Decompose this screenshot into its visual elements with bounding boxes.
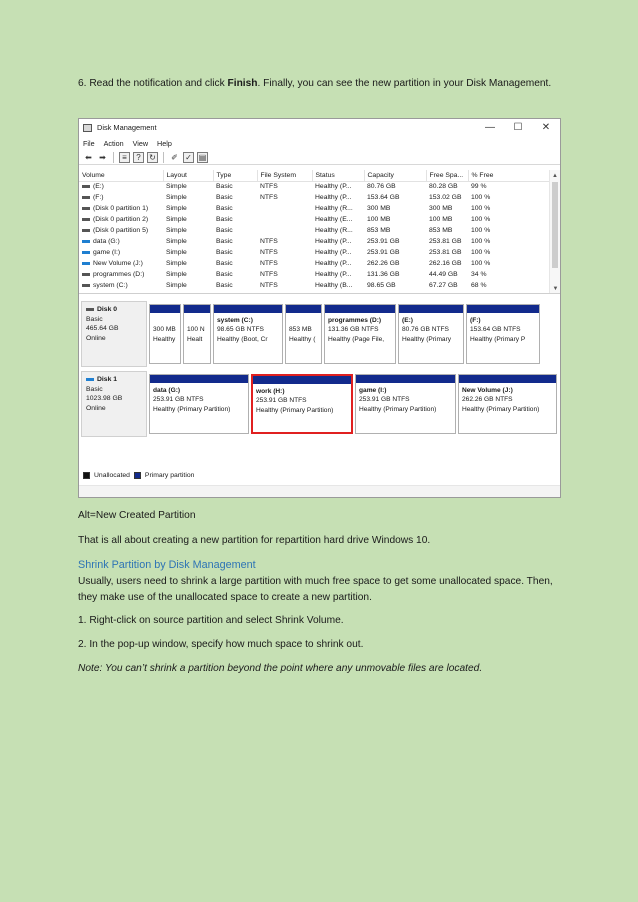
volume-icon (82, 284, 90, 287)
disk-1-type: Basic (86, 385, 103, 393)
section-heading: Shrink Partition by Disk Management (78, 559, 256, 571)
partition-size: 253.91 GB NTFS (256, 397, 307, 405)
volume-cell (79, 280, 163, 291)
volume-cell (79, 225, 163, 236)
checklist-icon[interactable]: ✓ (183, 152, 194, 163)
volume-cell: Simple (166, 271, 187, 278)
minimize-button[interactable]: — (485, 122, 495, 133)
volume-cell: 153.64 GB (367, 194, 400, 201)
partition-size: 80.76 GB NTFS (402, 326, 449, 334)
scroll-down-icon[interactable]: ▼ (552, 285, 559, 292)
legend-unallocated: Unallocated (94, 472, 130, 479)
volume-cell (79, 181, 163, 192)
disk-0-size: 465.64 GB (86, 325, 119, 332)
properties-icon[interactable]: ≡ (119, 152, 130, 163)
disk-1-size: 1023.98 GB (86, 395, 123, 402)
volume-icon (82, 240, 90, 243)
volume-cell: Healthy (P... (315, 238, 352, 245)
volume-cell: Basic (216, 260, 233, 267)
volume-cell: 262.16 GB (429, 260, 462, 267)
partition-details (150, 313, 180, 344)
partition-type-bar (150, 375, 248, 383)
volume-cell: 100 MB (367, 216, 391, 223)
volume-row[interactable] (79, 214, 549, 225)
partition-status: Healthy (153, 335, 176, 343)
column-header-type[interactable]: Type (213, 170, 257, 181)
volume-cell: 131.36 GB (367, 271, 400, 278)
volume-cell (257, 225, 312, 236)
volume-cell: Basic (216, 282, 233, 289)
partition-status: Healthy ( (289, 335, 316, 343)
partition-type-bar (356, 375, 455, 383)
legend-primary: Primary partition (144, 472, 195, 479)
volume-row[interactable] (79, 269, 549, 280)
partition-details (356, 383, 455, 414)
volume-cell: Basic (216, 183, 233, 191)
volume-cell: Basic (216, 227, 233, 234)
volume-name: (F:) (93, 194, 104, 201)
volume-cell: 100 % (471, 249, 491, 256)
volume-cell: Healthy (P... (315, 183, 352, 191)
volume-icon (82, 185, 90, 188)
partition-name: (E:) (402, 317, 413, 324)
disk-1-name: Disk 1 (97, 376, 118, 383)
status-bar (79, 485, 560, 497)
volume-cell: Simple (166, 183, 187, 191)
window-controls (476, 119, 560, 136)
scroll-up-icon[interactable]: ▲ (552, 172, 558, 179)
volume-cell: 100 MB (429, 216, 453, 223)
volume-cell: NTFS (260, 260, 278, 267)
volume-cell (79, 269, 163, 280)
window-title: Disk Management (97, 123, 157, 132)
volume-cell: 100 % (471, 216, 491, 223)
volume-icon (82, 207, 90, 210)
intro-paragraph (78, 76, 568, 92)
volume-row[interactable] (79, 225, 549, 236)
partition-details (184, 313, 210, 344)
disk0-partition[interactable] (149, 304, 181, 364)
volume-cell: 262.26 GB (367, 260, 400, 267)
volume-cell: Basic (216, 249, 233, 256)
volume-cell (79, 214, 163, 225)
volume-cell (79, 192, 163, 203)
volume-cell: 80.28 GB (429, 183, 458, 191)
disk0-partition[interactable] (213, 304, 283, 364)
volume-icon (82, 273, 90, 276)
volume-icon (82, 251, 90, 254)
toolbar (79, 150, 560, 165)
volume-name: (E:) (93, 183, 104, 191)
volume-name: (Disk 0 partition 2) (93, 216, 149, 223)
partition-name (187, 316, 207, 325)
volume-cell: Basic (216, 238, 233, 245)
disk-icon (86, 378, 94, 381)
step-1: 1. Right-click on source partition and select Shrink Volume. (78, 615, 344, 626)
volume-cell: NTFS (260, 282, 278, 289)
toolbar-separator (163, 152, 164, 163)
volume-cell: 100 % (471, 205, 491, 212)
volume-cell: 100 % (471, 227, 491, 234)
volume-name: game (I:) (93, 249, 121, 256)
disk-1-status: Online (86, 404, 106, 412)
disk-graphical-view (79, 297, 560, 467)
volume-icon (82, 218, 90, 221)
disk-1-label[interactable] (81, 371, 147, 437)
partition-size: 100 N (187, 326, 205, 334)
partition-type-bar (150, 305, 180, 313)
disk-0-name: Disk 0 (97, 306, 118, 313)
partition-status: Healthy (Primary Partition) (462, 405, 540, 413)
partition-size: 253.91 GB NTFS (359, 396, 410, 404)
maximize-button[interactable]: ☐ (513, 122, 523, 133)
partition-status: Healt (187, 335, 203, 343)
menu-bar (79, 136, 560, 150)
disk-0-type: Basic (86, 315, 103, 323)
volume-row[interactable] (79, 203, 549, 214)
menu-file[interactable]: File (83, 138, 95, 148)
rescan-icon[interactable]: ✐ (171, 152, 178, 162)
primary-partition-swatch (134, 472, 141, 479)
volume-cell: Simple (166, 205, 187, 212)
volume-cell: Healthy (P... (315, 249, 352, 256)
disk-management-window (78, 118, 561, 498)
disk-0-label[interactable] (81, 301, 147, 367)
partition-name: programmes (D:) (328, 317, 382, 324)
volume-cell: Simple (166, 216, 187, 223)
disk1-partition[interactable] (251, 374, 353, 434)
volume-cell: 44.49 GB (429, 271, 458, 278)
unallocated-swatch (83, 472, 90, 479)
intro-suffix: . Finally, you can see the new partition in your Disk Management. (257, 78, 552, 89)
partition-name: work (H:) (256, 388, 285, 395)
note-text: Note: You can’t shrink a partition beyond the point where any unmovable files are located. (78, 663, 483, 674)
menu-action[interactable]: Action (103, 138, 124, 148)
disk0-partition[interactable] (324, 304, 396, 364)
refresh-icon[interactable]: ↻ (147, 152, 158, 163)
close-button[interactable]: ✕ (541, 122, 551, 133)
volume-list (79, 170, 560, 294)
partition-type-bar (459, 375, 556, 383)
disk-management-app-icon (83, 124, 92, 132)
disk-0-status: Online (86, 334, 106, 342)
alt-text: Alt=New Created Partition (78, 510, 196, 521)
volume-cell: Healthy (P... (315, 194, 352, 201)
volume-name: system (C:) (93, 282, 128, 289)
volume-name: New Volume (J:) (93, 260, 143, 267)
volume-cell: NTFS (260, 194, 278, 201)
volume-cell: 98.65 GB (367, 282, 396, 289)
partition-name: system (C:) (217, 317, 253, 324)
partition-type-bar (467, 305, 539, 313)
volume-cell: 99 % (471, 183, 487, 191)
volume-cell: 253.91 GB (367, 249, 400, 256)
column-header-capacity[interactable]: Capacity (364, 170, 426, 181)
volume-cell: 853 MB (429, 227, 453, 234)
volume-cell: 300 MB (429, 205, 453, 212)
volume-cell: 100 % (471, 194, 491, 201)
volume-cell: NTFS (260, 238, 278, 245)
volume-cell (79, 236, 163, 247)
partition-status: Healthy (Primary Partition) (256, 406, 334, 414)
column-header-free-space[interactable]: Free Spa... (426, 170, 468, 181)
volume-row[interactable] (79, 258, 549, 269)
column-header-percent-free[interactable]: % Free (468, 170, 549, 181)
disk1-partition[interactable] (149, 374, 249, 434)
partition-size: 253.91 GB NTFS (153, 396, 204, 404)
partition-status: Healthy (Primary Partition) (359, 405, 437, 413)
volume-cell (79, 203, 163, 214)
partition-size: 300 MB (153, 326, 176, 334)
volume-cell: 100 % (471, 260, 491, 267)
disk-0-row (81, 301, 558, 367)
partition-size: 98.65 GB NTFS (217, 326, 264, 334)
volume-cell: 253.91 GB (367, 238, 400, 245)
volume-row[interactable] (79, 192, 549, 203)
volume-cell: 253.81 GB (429, 249, 462, 256)
menu-help[interactable]: Help (157, 138, 172, 148)
volume-cell (257, 214, 312, 225)
volume-cell: 68 % (471, 282, 487, 289)
partition-details (214, 313, 282, 344)
volume-cell: Healthy (P... (315, 271, 352, 278)
volume-cell: Simple (166, 194, 187, 201)
intro-finish-bold: Finish (227, 78, 258, 89)
partition-details (459, 383, 556, 414)
volume-cell: 153.02 GB (429, 194, 462, 201)
partition-name (153, 316, 177, 325)
volume-cell: Simple (166, 227, 187, 234)
volume-cell: 80.76 GB (367, 183, 396, 191)
partition-size: 131.36 GB NTFS (328, 326, 379, 334)
toolbar-separator (113, 152, 114, 163)
disk0-partition[interactable] (466, 304, 540, 364)
partition-type-bar (325, 305, 395, 313)
volume-cell: 853 MB (367, 227, 391, 234)
partition-details (150, 383, 248, 414)
volume-cell: Basic (216, 271, 233, 278)
column-header-file-system[interactable]: File System (257, 170, 312, 181)
volume-row[interactable] (79, 280, 549, 291)
volume-cell: Healthy (B... (315, 282, 353, 289)
volume-cell: Simple (166, 249, 187, 256)
volume-name: (Disk 0 partition 1) (93, 205, 149, 212)
volume-cell: Healthy (R... (315, 205, 353, 212)
disk0-partition[interactable] (398, 304, 464, 364)
partition-type-bar (286, 305, 321, 313)
volume-cell: Simple (166, 238, 187, 245)
volume-cell (79, 247, 163, 258)
volume-row[interactable] (79, 236, 549, 247)
volume-cell (257, 203, 312, 214)
legend (83, 472, 194, 479)
partition-name: data (G:) (153, 387, 181, 394)
partition-name: game (I:) (359, 387, 387, 394)
volume-cell: NTFS (260, 249, 278, 256)
partition-name: New Volume (J:) (462, 387, 513, 394)
scroll-thumb[interactable] (552, 182, 558, 268)
volume-cell: Basic (216, 216, 233, 223)
back-arrow-icon[interactable]: ⬅ (85, 152, 92, 162)
partition-name: (F:) (470, 317, 481, 324)
volume-table (79, 170, 550, 291)
partition-status: Healthy (Primary Partition) (153, 405, 231, 413)
partition-status: Healthy (Primary P (470, 335, 526, 343)
column-header-layout[interactable]: Layout (163, 170, 213, 181)
partition-type-bar (399, 305, 463, 313)
partition-type-bar (184, 305, 210, 313)
volume-header-row (79, 170, 549, 181)
volume-cell: Simple (166, 282, 187, 289)
volume-list-scrollbar[interactable] (549, 170, 560, 294)
volume-row[interactable] (79, 247, 549, 258)
disk1-partition[interactable] (355, 374, 456, 434)
volume-cell: 34 % (471, 271, 487, 278)
volume-cell: Basic (216, 194, 233, 201)
disk1-partition[interactable] (458, 374, 557, 434)
disk0-partition[interactable] (183, 304, 211, 364)
partition-details (286, 313, 321, 344)
step-2: 2. In the pop-up window, specify how much space to shrink out. (78, 639, 364, 650)
column-header-status[interactable]: Status (312, 170, 364, 181)
volume-rows (79, 181, 549, 291)
intro-prefix: 6. Read the notification and click (78, 78, 228, 89)
menu-view[interactable]: View (132, 138, 149, 148)
help-icon[interactable]: ? (133, 152, 144, 163)
column-header-volume[interactable]: Volume (79, 170, 163, 181)
partition-size: 853 MB (289, 326, 312, 334)
volume-cell: Basic (216, 205, 233, 212)
title-bar (79, 119, 560, 136)
volume-cell (79, 258, 163, 269)
partition-details (399, 313, 463, 344)
partition-details (467, 313, 539, 344)
forward-arrow-icon[interactable]: ➡ (99, 152, 106, 162)
body-paragraph: Usually, users need to shrink a large partition with much free space to get some unallocated space. Then, they make use of the unallocated space to create a new partition. (78, 576, 553, 603)
partition-type-bar (214, 305, 282, 313)
volume-row[interactable] (79, 181, 549, 192)
partition-name (289, 316, 318, 325)
volume-name: (Disk 0 partition 5) (93, 227, 149, 234)
partition-status: Healthy (Primary (402, 335, 452, 343)
properties2-icon[interactable]: ▤ (198, 152, 207, 162)
volume-name: data (G:) (93, 238, 120, 245)
disk-1-row (81, 371, 558, 437)
partition-status: Healthy (Page File, (328, 335, 385, 343)
partition-size: 153.64 GB NTFS (470, 326, 521, 334)
volume-cell: NTFS (260, 271, 278, 278)
partition-details (325, 313, 395, 344)
volume-cell: NTFS (260, 183, 278, 191)
volume-icon (82, 196, 90, 199)
volume-cell: Simple (166, 260, 187, 267)
volume-cell: Healthy (P... (315, 260, 352, 267)
partition-details (253, 384, 351, 415)
volume-cell: 67.27 GB (429, 282, 458, 289)
volume-cell: Healthy (E... (315, 216, 353, 223)
volume-icon (82, 262, 90, 265)
volume-cell: Healthy (R... (315, 227, 353, 234)
volume-cell: 100 % (471, 238, 491, 245)
volume-cell: 300 MB (367, 205, 391, 212)
partition-status: Healthy (Boot, Cr (217, 335, 268, 343)
disk-icon (86, 308, 94, 311)
partition-type-bar (253, 376, 351, 384)
disk0-partition[interactable] (285, 304, 322, 364)
summary-text: That is all about creating a new partition for repartition hard drive Windows 10. (78, 535, 431, 546)
volume-icon (82, 229, 90, 232)
volume-name: programmes (D:) (93, 271, 145, 278)
volume-cell: 253.81 GB (429, 238, 462, 245)
partition-size: 262.26 GB NTFS (462, 396, 513, 404)
